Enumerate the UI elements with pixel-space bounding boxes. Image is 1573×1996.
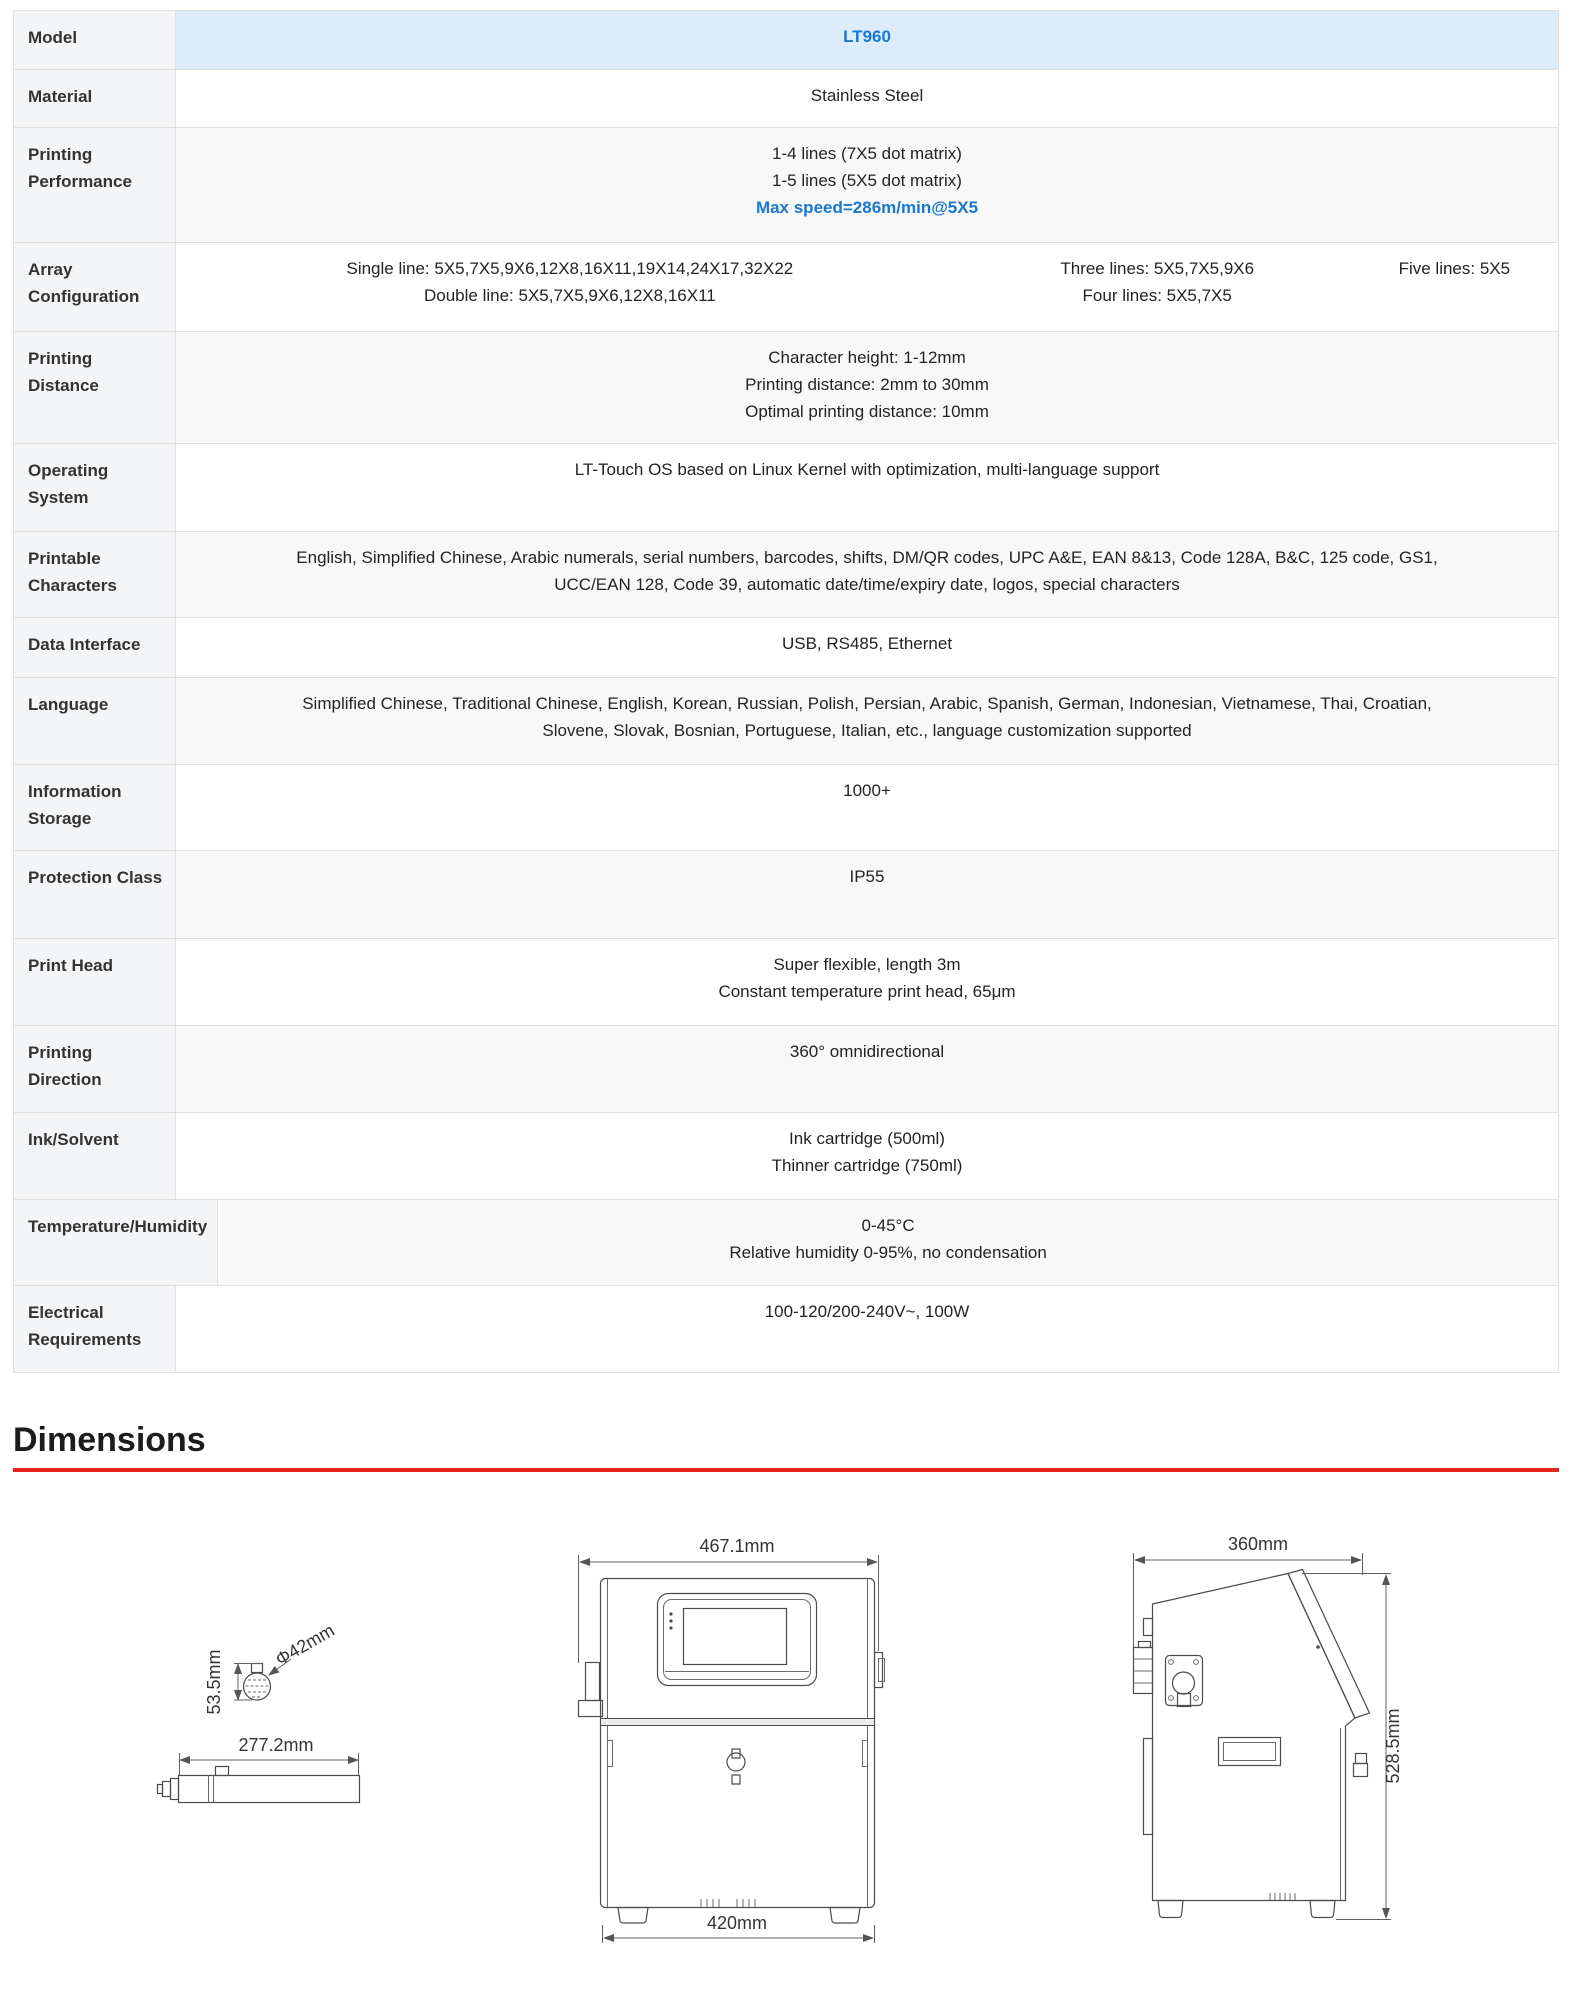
printhead-end-view — [244, 1664, 271, 1701]
printer-front-body — [579, 1579, 885, 1924]
spec-row-value — [218, 1200, 1558, 1285]
spec-row-label: Model — [14, 11, 176, 69]
spec-row — [14, 11, 1558, 70]
spec-row — [14, 332, 1558, 444]
spec-value-line: 1000+ — [843, 781, 891, 800]
spec-value-column — [176, 255, 964, 309]
spec-value-line: Max speed=286m/min@5X5 — [755, 198, 979, 217]
spec-row-value — [176, 1113, 1558, 1199]
spec-row — [14, 1113, 1558, 1200]
spec-row — [14, 1200, 1558, 1286]
spec-row — [14, 765, 1558, 851]
front-base-width-label: 420mm — [706, 1913, 768, 1933]
spec-row-label: Printable Characters — [14, 532, 176, 617]
spec-row-label: Printing Distance — [14, 332, 176, 443]
keyhole-icon — [727, 1749, 745, 1784]
spec-row-label: Array Configuration — [14, 243, 176, 331]
spec-row-value — [176, 444, 1558, 531]
spec-row — [14, 243, 1558, 332]
printhead-height-label: 53.5mm — [204, 1649, 224, 1715]
spec-row-label: Printing Performance — [14, 128, 176, 242]
spec-row — [14, 444, 1558, 532]
spec-row-label: Ink/Solvent — [14, 1113, 176, 1199]
spec-row — [14, 532, 1558, 618]
spec-value-line: Simplified Chinese, Traditional Chinese, English, Korean, Russian, Polish, Persian, Arabic, Spanish, German, Indonesian, Vietnamese, Thai, Croatian, — [302, 694, 1432, 713]
spec-value-line: 1-4 lines (7X5 dot matrix) — [772, 144, 962, 163]
spec-value-line: LT960 — [843, 27, 891, 46]
spec-row — [14, 678, 1558, 765]
spec-value-line: Printing distance: 2mm to 30mm — [745, 375, 989, 394]
spec-value-column — [964, 255, 1351, 309]
side-depth-label: 360mm — [1227, 1534, 1289, 1554]
spec-row — [14, 1286, 1558, 1373]
spec-value-line: 360° omnidirectional — [789, 1042, 945, 1061]
spec-value-line: Ink cartridge (500ml) — [789, 1129, 945, 1148]
spec-row — [14, 618, 1558, 678]
spec-value-line: 100-120/200-240V~, 100W — [764, 1302, 970, 1321]
spec-row-label: Printing Direction — [14, 1026, 176, 1112]
spec-row-label: Electrical Requirements — [14, 1286, 176, 1372]
spec-row — [14, 939, 1558, 1026]
spec-row-value — [176, 532, 1558, 617]
side-view-drawing — [1100, 1525, 1420, 1945]
spec-value-line: Four lines: 5X5,7X5 — [1082, 286, 1232, 305]
printhead-drawing — [150, 1610, 410, 1840]
spec-row-label: Information Storage — [14, 765, 176, 850]
spec-row — [14, 851, 1558, 939]
spec-value-line: Relative humidity 0-95%, no condensation — [729, 1243, 1047, 1262]
spec-row-value — [176, 332, 1558, 443]
spec-value-line: Single line: 5X5,7X5,9X6,12X8,16X11,19X14,24X17,32X22 — [346, 259, 794, 278]
spec-row-label: Operating System — [14, 444, 176, 531]
spec-row-label: Protection Class — [14, 851, 176, 938]
spec-row-value — [176, 1026, 1558, 1112]
printhead-side-view — [158, 1767, 360, 1803]
printer-side-body — [1134, 1570, 1370, 1918]
spec-value-line: English, Simplified Chinese, Arabic numerals, serial numbers, barcodes, shifts, DM/QR codes, UPC A&E, EAN 8&13, Code 128A, B&C, 125 code, GS1, — [296, 548, 1438, 567]
spec-value-line: IP55 — [849, 867, 885, 886]
spec-row-label: Data Interface — [14, 618, 176, 677]
spec-value-line: Constant temperature print head, 65μm — [718, 982, 1016, 1001]
spec-row — [14, 1026, 1558, 1113]
spec-value-line: Double line: 5X5,7X5,9X6,12X8,16X11 — [423, 286, 716, 305]
spec-row-value — [176, 678, 1558, 764]
spec-value-line: Slovene, Slovak, Bosnian, Portuguese, Italian, etc., language customization supported — [542, 721, 1192, 740]
spec-row-label: Print Head — [14, 939, 176, 1025]
spec-value-line: Three lines: 5X5,7X5,9X6 — [1060, 259, 1255, 278]
printhead-diameter-label: Φ42mm — [272, 1620, 338, 1670]
spec-value-line: Optimal printing distance: 10mm — [745, 402, 989, 421]
spec-row-value — [176, 618, 1558, 677]
spec-value-line: 0-45°C — [861, 1216, 915, 1235]
spec-value-line: Five lines: 5X5 — [1398, 259, 1511, 278]
dimensions-heading: Dimensions — [13, 1421, 206, 1459]
spec-row-value — [176, 939, 1558, 1025]
printhead-length-label: 277.2mm — [238, 1735, 314, 1755]
side-height-label: 528.5mm — [1383, 1708, 1403, 1784]
spec-row-label: Material — [14, 70, 176, 127]
spec-value-line: Super flexible, length 3m — [773, 955, 961, 974]
spec-row — [14, 128, 1558, 243]
spec-value-column — [1351, 255, 1558, 282]
spec-value-line: USB, RS485, Ethernet — [781, 634, 953, 653]
front-view-drawing — [565, 1525, 900, 1945]
spec-row-value — [176, 243, 1558, 331]
spec-value-line: LT-Touch OS based on Linux Kernel with optimization, multi-language support — [574, 460, 1160, 479]
spec-row-label: Temperature/Humidity — [14, 1200, 218, 1285]
spec-value-line: Character height: 1-12mm — [768, 348, 966, 367]
spec-row-value — [176, 1286, 1558, 1372]
spec-table — [13, 10, 1559, 1373]
spec-value-line: Stainless Steel — [810, 86, 924, 105]
spec-row-value — [176, 128, 1558, 242]
spec-row-label: Language — [14, 678, 176, 764]
spec-value-line: Thinner cartridge (750ml) — [771, 1156, 963, 1175]
spec-value-line: 1-5 lines (5X5 dot matrix) — [772, 171, 962, 190]
spec-row-value — [176, 851, 1558, 938]
spec-row-value — [176, 765, 1558, 850]
spec-value-line: UCC/EAN 128, Code 39, automatic date/time/expiry date, logos, special characters — [554, 575, 1180, 594]
spec-row-value — [176, 11, 1558, 69]
front-width-label: 467.1mm — [699, 1536, 775, 1556]
spec-row — [14, 70, 1558, 128]
red-divider — [13, 1468, 1559, 1472]
spec-row-value — [176, 70, 1558, 127]
